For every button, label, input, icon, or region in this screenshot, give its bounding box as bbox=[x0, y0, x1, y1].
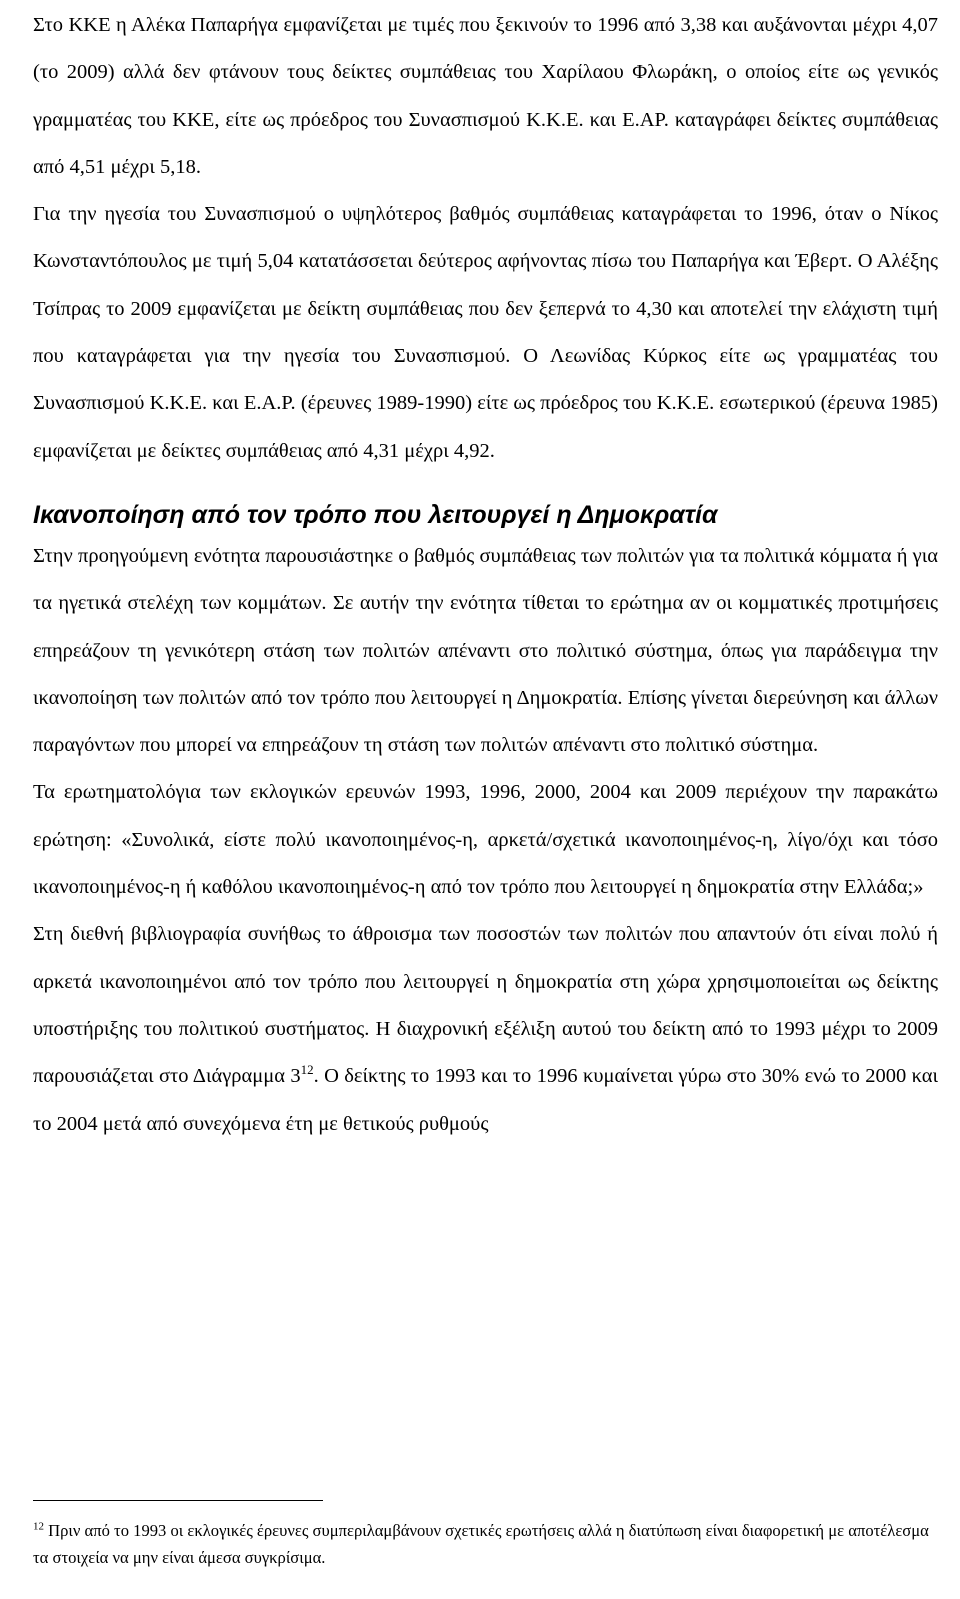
footnote-text: Πριν από το 1993 οι εκλογικές έρευνες συμπεριλαμβάνουν σχετικές ερωτήσεις αλλά η διατύπωση είναι διαφορετική με αποτέλεσμα τα στοιχεία να μην είναι άμεσα συγκρίσιμα. bbox=[33, 1521, 929, 1567]
paragraph-synaspismos-leaders: Για την ηγεσία του Συνασπισμού ο υψηλότερος βαθμός συμπάθειας καταγράφεται το 1996, όταν ο Νίκος Κωνσταντόπουλος με τιμή 5,04 κατατάσσεται δεύτερος αφήνοντας πίσω του Παπαρήγα και Έβερτ. Ο Αλέξης Τσίπρας το 2009 εμφανίζεται με δείκτη συμπάθειας που δεν ξεπερνά το 4,30 και αποτελεί την ελάχιστη τιμή που καταγράφεται για την ηγεσία του Συνασπισμού. Ο Λεωνίδας Κύρκος είτε ως γραμματέας του Συνασπισμού Κ.Κ.Ε. και Ε.Α.Ρ. (έρευνες 1989-1990) είτε ως πρόεδρος του Κ.Κ.Ε. εσωτερικού (έρευνα 1985) εμφανίζεται με δείκτες συμπάθειας από 4,31 μέχρι 4,92. bbox=[33, 203, 938, 462]
paragraph-support-index bbox=[33, 911, 938, 1147]
footnote-separator bbox=[33, 1500, 323, 1501]
paragraph-survey-question: Τα ερωτηματολόγια των εκλογικών ερευνών 1993, 1996, 2000, 2004 και 2009 περιέχουν την παρακάτω ερώτηση: «Συνολικά, είστε πολύ ικανοποιημένος-η, αρκετά/σχετικά ικανοποιημένος-η, λίγο/όχι και τόσο ικανοποιημένος-η ή καθόλου ικανοποιημένος-η από τον τρόπο που λειτουργεί η δημοκρατία στην Ελλάδα;» bbox=[33, 781, 938, 899]
document-page bbox=[33, 0, 938, 1567]
paragraph-text-after-ref: . Ο δείκτης το 1993 και το 1996 κυμαίνεται γύρω στο 30% ενώ το 2000 και το 2004 μετά από συνεχόμενα έτη με θετικούς ρυθμούς bbox=[33, 1065, 938, 1135]
paragraph-section-intro: Στην προηγούμενη ενότητα παρουσιάστηκε ο βαθμός συμπάθειας των πολιτών για τα πολιτικά κόμματα ή για τα ηγετικά στελέχη των κομμάτων. Σε αυτήν την ενότητα τίθεται το ερώτημα αν οι κομματικές προτιμήσεις επηρεάζουν τη γενικότερη στάση των πολιτών απέναντι στο πολιτικό σύστημα, όπως για παράδειγμα την ικανοποίηση των πολιτών από τον τρόπο που λειτουργεί η Δημοκρατία. Επίσης γίνεται διερεύνηση και άλλων παραγόντων που μπορεί να επηρεάζουν τη στάση των πολιτών απέναντι στο πολιτικό σύστημα. bbox=[33, 544, 938, 757]
paragraph-kke-leaders: Στο ΚΚΕ η Αλέκα Παπαρήγα εμφανίζεται με τιμές που ξεκινούν το 1996 από 3,38 και αυξάνονται μέχρι 4,07 (το 2009) αλλά δεν φτάνουν τους δείκτες συμπάθειας του Χαρίλαου Φλωράκη, ο οποίος είτε ως γενικός γραμματέας του ΚΚΕ, είτε ως πρόεδρος του Συνασπισμού Κ.Κ.Ε. και Ε.ΑΡ. καταγράφει δείκτες συμπάθειας από 4,51 μέχρι 5,18. bbox=[33, 14, 938, 178]
section-heading: Ικανοποίηση από τον τρόπο που λειτουργεί η Δημοκρατία bbox=[33, 500, 718, 529]
footnote-number: 12 bbox=[33, 1520, 44, 1533]
footnote bbox=[33, 1517, 938, 1571]
footnote-reference[interactable]: 12 bbox=[300, 1062, 314, 1078]
paragraph-text-before-ref: Στη διεθνή βιβλιογραφία συνήθως το άθροισμα των ποσοστών των πολιτών που απαντούν ότι είναι πολύ ή αρκετά ικανοποιημένοι από τον τρόπο που λειτουργεί η δημοκρατία στη χώρα χρησιμοποιείται ως δείκτης υποστήριξης του πολιτικού συστήματος. Η διαχρονική εξέλιξη αυτού του δείκτη από το 1993 μέχρι το 2009 παρουσιάζεται στο Διάγραμμα 3 bbox=[33, 923, 938, 1088]
